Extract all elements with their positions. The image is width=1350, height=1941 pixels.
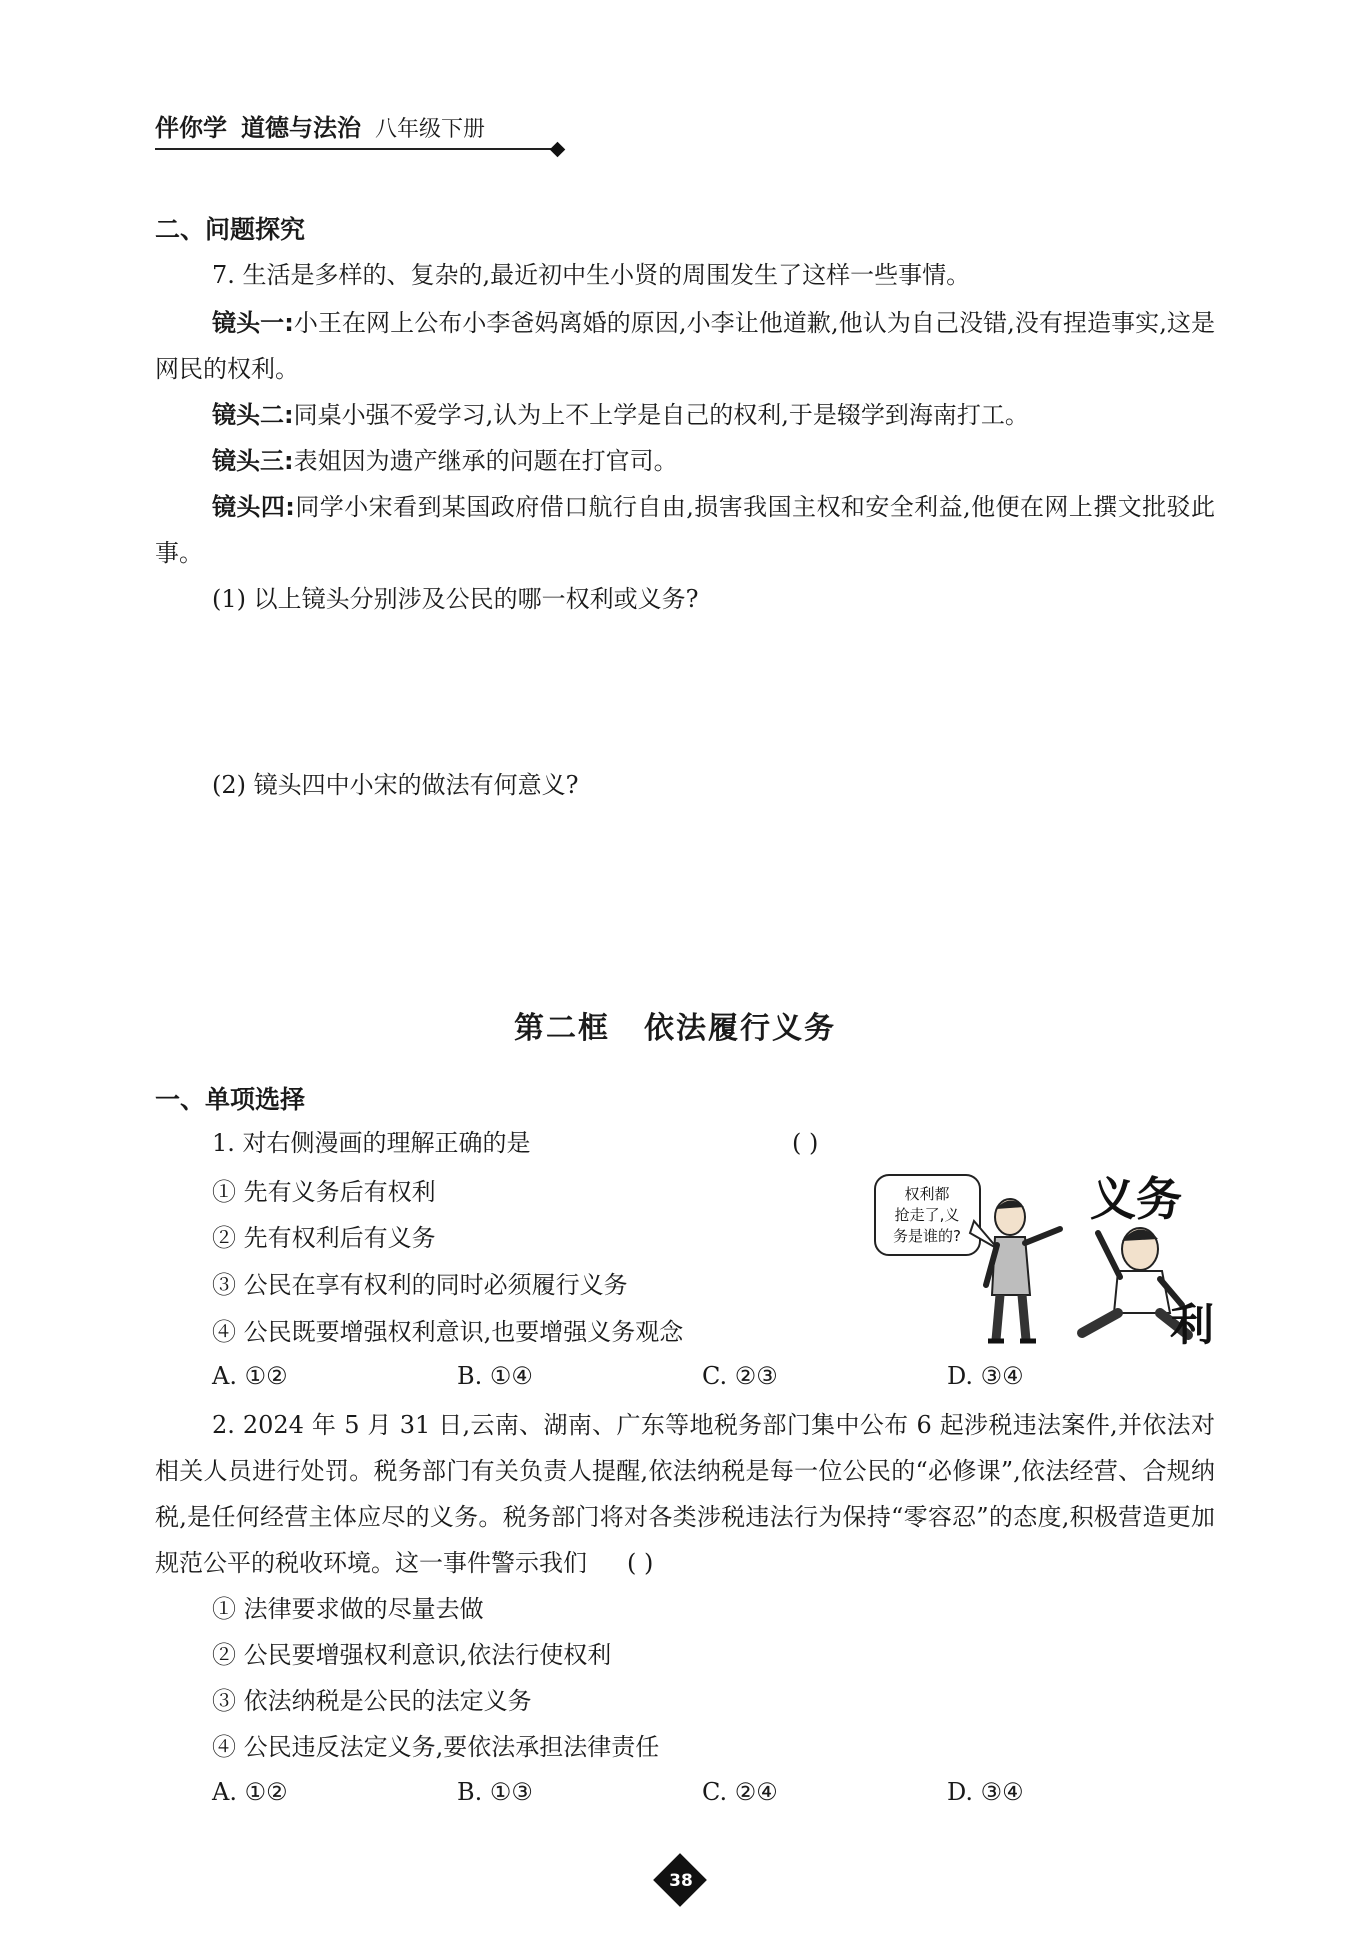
question-1-item-2: ② 先有权利后有义务 [212,1224,436,1252]
section-title-inquiry: 二、问题探究 [155,215,306,244]
scene-4-text: 同学小宋看到某国政府借口航行自由,损害我国主权和安全利益,他便在网上撰文批驳此事。 [155,493,1215,567]
subject-name: 道德与法治 [241,114,361,142]
question-1-choices [212,1362,1112,1396]
question-7-sub-2: (2) 镜头四中小宋的做法有何意义? [212,771,579,799]
section-title-single-choice: 一、单项选择 [155,1085,306,1114]
question-1-choice-c[interactable]: C. ②③ [702,1362,778,1390]
question-1-stem: 1. 对右侧漫画的理解正确的是 [212,1129,531,1157]
cartoon-illustration [870,1145,1220,1345]
question-2-choices [212,1778,1112,1812]
question-1-item-1: ① 先有义务后有权利 [212,1178,436,1206]
scene-1-label: 镜头一: [212,309,294,337]
question-1-choice-d[interactable]: D. ③④ [947,1362,1024,1390]
question-2-choice-b[interactable]: B. ①③ [457,1778,533,1806]
scene-4 [155,484,1215,576]
grade-name: 八年级下册 [375,117,486,142]
question-2-item-1: ① 法律要求做的尽量去做 [212,1595,484,1623]
question-1-item-3: ③ 公民在享有权利的同时必须履行义务 [212,1271,628,1299]
scene-2-label: 镜头二: [212,401,294,429]
question-2-answer-bracket[interactable]: ( ) [627,1549,654,1577]
question-2-choice-d[interactable]: D. ③④ [947,1778,1024,1806]
question-2-stem [155,1402,1215,1586]
scene-1 [155,300,1215,392]
scene-3-text: 表姐因为遗产继承的问题在打官司。 [293,447,678,475]
scene-4-label: 镜头四: [212,493,295,521]
series-name: 伴你学 [155,114,227,142]
question-7-stem: 7. 生活是多样的、复杂的,最近初中生小贤的周围发生了这样一些事情。 [212,261,971,289]
cartoon-label-obligation: 义务 [1090,1172,1182,1226]
running-header [155,108,555,150]
scene-3 [155,438,1215,484]
scene-2 [155,392,1215,438]
speech-line-2: 抢走了,义 [894,1206,960,1224]
question-1-item-4: ④ 公民既要增强权利意识,也要增强义务观念 [212,1318,684,1346]
question-1-answer-bracket[interactable]: ( ) [792,1129,819,1157]
question-7-sub-1: (1) 以上镜头分别涉及公民的哪一权利或义务? [212,585,699,613]
scene-1-text: 小王在网上公布小李爸妈离婚的原因,小李让他道歉,他认为自己没错,没有捏造事实,这是网民的权利。 [155,309,1215,383]
diamond-ornament-icon [550,142,566,158]
lesson-frame-title [0,1003,1350,1047]
question-1-choice-b[interactable]: B. ①④ [457,1362,533,1390]
frame-name: 依法履行义务 [644,1011,836,1046]
speech-line-3: 务是谁的? [893,1227,961,1245]
question-2-stem-text: 2. 2024 年 5 月 31 日,云南、湖南、广东等地税务部门集中公布 6 起涉税违法案件,并依法对相关人员进行处罚。税务部门有关负责人提醒,依法纳税是每一位公民的“必修课”,依法经营、合规纳税,是任何经营主体应尽的义务。税务部门将对各类涉税违法行为保持“零容忍”的态度,积极营造更加规范公平的税收环境。这一事件警示我们 [155,1411,1215,1577]
scene-3-label: 镜头三: [212,447,294,475]
question-2-item-4: ④ 公民违反法定义务,要依法承担法律责任 [212,1733,660,1761]
question-2-item-2: ② 公民要增强权利意识,依法行使权利 [212,1641,612,1669]
scene-2-text: 同桌小强不爱学习,认为上不上学是自己的权利,于是辍学到海南打工。 [293,401,1029,429]
page-number-badge [655,1855,707,1907]
question-2-choice-c[interactable]: C. ②④ [702,1778,778,1806]
question-2-item-3: ③ 依法纳税是公民的法定义务 [212,1687,532,1715]
speech-line-1: 权利都 [904,1185,950,1203]
page-number: 38 [669,1871,693,1891]
rights-obligations-cartoon [870,1145,1220,1345]
standing-man-figure [986,1199,1060,1341]
question-2-choice-a[interactable]: A. ①② [212,1778,288,1806]
frame-number: 第二框 [514,1011,610,1046]
cartoon-label-right: 利 [1170,1300,1214,1345]
question-1-choice-a[interactable]: A. ①② [212,1362,288,1390]
